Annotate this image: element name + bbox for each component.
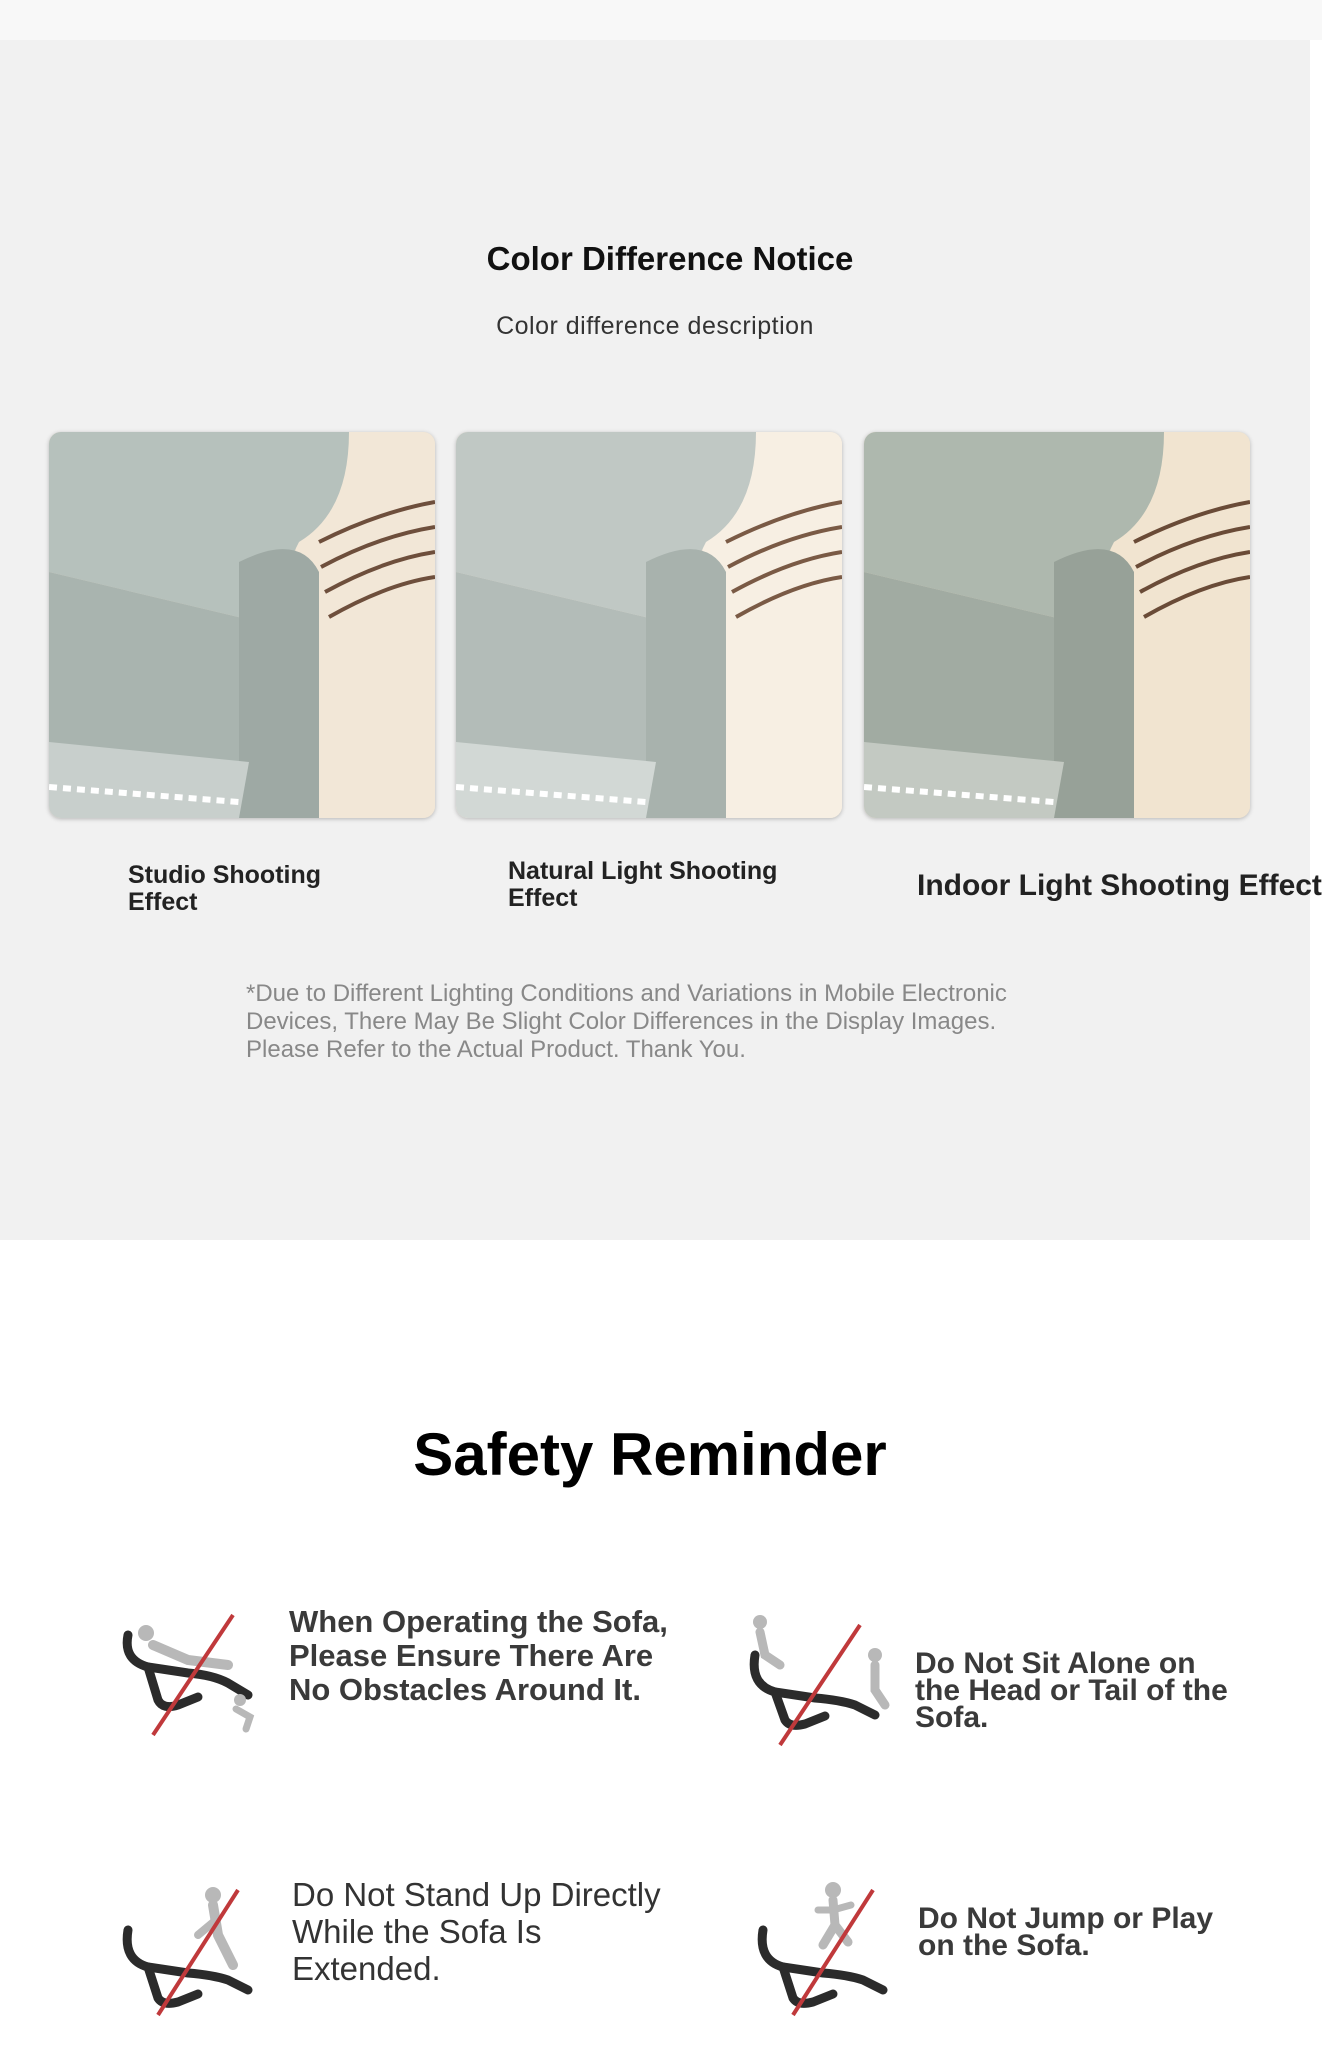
tip-no-sitting-on-end: Do Not Sit Alone on the Head or Tail of the Sofa.: [915, 1647, 1228, 1734]
no-jumping-icon: [753, 1880, 913, 2020]
studio-caption: Studio Shooting Effect: [128, 861, 322, 916]
studio-photo: [49, 432, 435, 818]
indoor-light-caption: Indoor Light Shooting Effect: [917, 869, 1322, 902]
color-disclaimer: *Due to Different Lighting Conditions and Variations in Mobile Electronic Devices, There May Be Slight Color Differences in the Display Images. Please Refer to the Actual Product. Thank You.: [246, 980, 1007, 1063]
tip-no-jumping: Do Not Jump or Play on the Sofa.: [918, 1902, 1214, 1962]
no-obstacles-recliner-icon: [118, 1605, 278, 1745]
tip-no-standing: Do Not Stand Up Directly While the Sofa Is Extended.: [292, 1876, 661, 1987]
indoor-light-photo: [864, 432, 1250, 818]
top-strip: [0, 0, 1322, 40]
no-standing-recliner-icon: [118, 1880, 278, 2020]
natural-light-photo: [456, 432, 842, 818]
color-notice-title: Color Difference Notice: [486, 240, 854, 277]
safety-title: Safety Reminder: [413, 1421, 887, 1488]
tip-no-obstacles: When Operating the Sofa, Please Ensure There Are No Obstacles Around It.: [289, 1604, 668, 1707]
color-notice-subtitle: Color difference description: [496, 312, 814, 340]
no-sitting-on-end-icon: [745, 1610, 905, 1750]
natural-light-caption: Natural Light Shooting Effect: [508, 857, 778, 912]
